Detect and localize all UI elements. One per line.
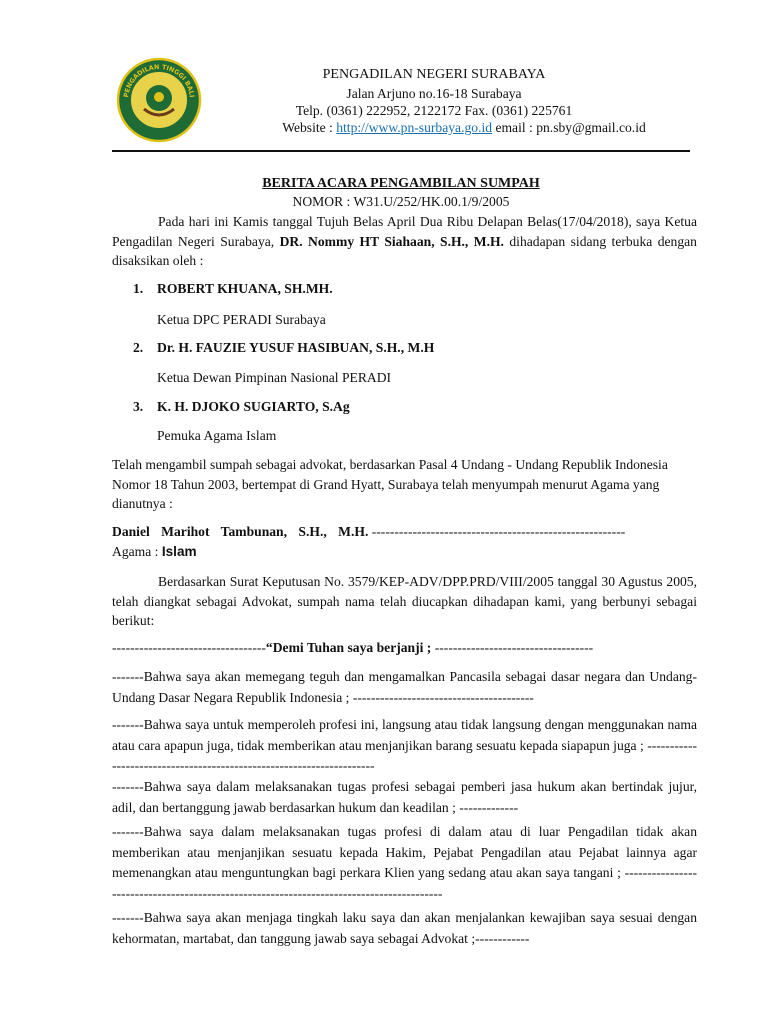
advocate-line: Daniel Marihot Tambunan, S.H., M.H. -------------------------------------------------------- [112, 524, 626, 539]
advocate-name: Daniel Marihot Tambunan, S.H., M.H. [112, 524, 369, 539]
witness-name: K. H. DJOKO SUGIARTO, S.Ag [157, 399, 350, 414]
header-divider [112, 150, 690, 152]
document-number: NOMOR : W31.U/252/HK.00.1/9/2005 [292, 194, 510, 209]
witness-number: 1. [133, 281, 144, 296]
witness-role: Ketua Dewan Pimpinan Nasional PERADI [157, 370, 392, 385]
oath-item: -------Bahwa saya dalam melaksanakan tugas profesi di dalam atau di luar Pengadilan tidak akan memberikan atau menjanjikan sesuatu kepada Hakim, Pejabat Pengadilan atau Pejabat lainnya agar memenangkan atau menguntungkan bagi perkara Klien yang sedang atau akan saya tangani ; ----------------------------------------------------------------------------------------- [112, 824, 697, 901]
oath-heading-line: ----------------------------------“Demi Tuhan saya berjanji ; ----------------------------------- [112, 640, 594, 655]
intro-paragraph: Pada hari ini Kamis tanggal Tujuh Belas April Dua Ribu Delapan Belas(17/04/2018), saya Ketua Pengadilan Negeri Surabaya, DR. Nommy HT Siahaan, S.H., M.H. dihadapan sidang terbuka dengan disaksikan oleh : [112, 214, 697, 268]
website-link[interactable]: http://www.pn-surbaya.go.id [336, 120, 493, 135]
sworn-paragraph: Telah mengambil sumpah sebagai advokat, berdasarkan Pasal 4 Undang - Undang Republik Indonesia Nomor 18 Tahun 2003, bertempat di Grand Hyatt, Surabaya telah menyumpah menurut Agama yang dianutnya : [112, 457, 668, 511]
decree-paragraph: Berdasarkan Surat Keputusan No. 3579/KEP-ADV/DPP.PRD/VIII/2005 tanggal 30 Agustus 2005, telah diangkat sebagai Advokat, sumpah nama telah diucapkan dihadapan kami, yang berbunyi sebagai berikut: [112, 574, 697, 628]
judge-name: DR. Nommy HT Siahaan, S.H., M.H. [279, 233, 504, 249]
oath-item: -------Bahwa saya akan menjaga tingkah laku saya dan akan menjalankan kewajiban saya sesuai dengan kehormatan, martabat, dan tanggung jawab saya sebagai Advokat ;------------ [112, 910, 697, 946]
agama-value: Islam [161, 544, 197, 559]
oath-heading: “Demi Tuhan saya berjanji ; [265, 640, 432, 655]
logo-lettering: PENGADILAN TINGGI BALI [122, 62, 196, 98]
witness-number: 2. [133, 340, 144, 355]
court-logo [116, 57, 202, 143]
email-text: email : pn.sby@gmail.co.id [492, 120, 646, 135]
oath-item: -------Bahwa saya untuk memperoleh profesi ini, langsung atau tidak langsung dengan menggunakan nama atau cara apapun juga, tidak memberikan atau menjanjikan barang sesuatu kepada siapapun juga ; --------------------------------------------------------------------- [112, 717, 697, 773]
court-contact [230, 120, 698, 136]
witness-role: Ketua DPC PERADI Surabaya [157, 312, 326, 327]
document-title: BERITA ACARA PENGAMBILAN SUMPAH [262, 176, 540, 191]
witness-number: 3. [133, 399, 144, 414]
court-name: PENGADILAN NEGERI SURABAYA [322, 67, 546, 82]
witness-name: ROBERT KHUANA, SH.MH. [157, 281, 333, 296]
witness-role: Pemuka Agama Islam [157, 428, 277, 443]
witness-name: Dr. H. FAUZIE YUSUF HASIBUAN, S.H., M.H [157, 340, 435, 355]
website-label: Website : [282, 120, 337, 135]
agama-line: Agama : Islam [112, 544, 197, 559]
oath-item: -------Bahwa saya akan memegang teguh dan mengamalkan Pancasila sebagai dasar negara dan Undang-Undang Dasar Negara Republik Indonesia ; ---------------------------------------- [112, 669, 697, 705]
court-phone: Telp. (0361) 222952, 2122172 Fax. (0361) 225761 [295, 103, 573, 118]
oath-item: -------Bahwa saya dalam melaksanakan tugas profesi sebagai pemberi jasa hukum akan bertindak jujur, adil, dan bertanggung jawab berdasarkan hukum dan keadilan ; ------------- [112, 779, 697, 815]
court-address: Jalan Arjuno no.16-18 Surabaya [346, 86, 522, 101]
